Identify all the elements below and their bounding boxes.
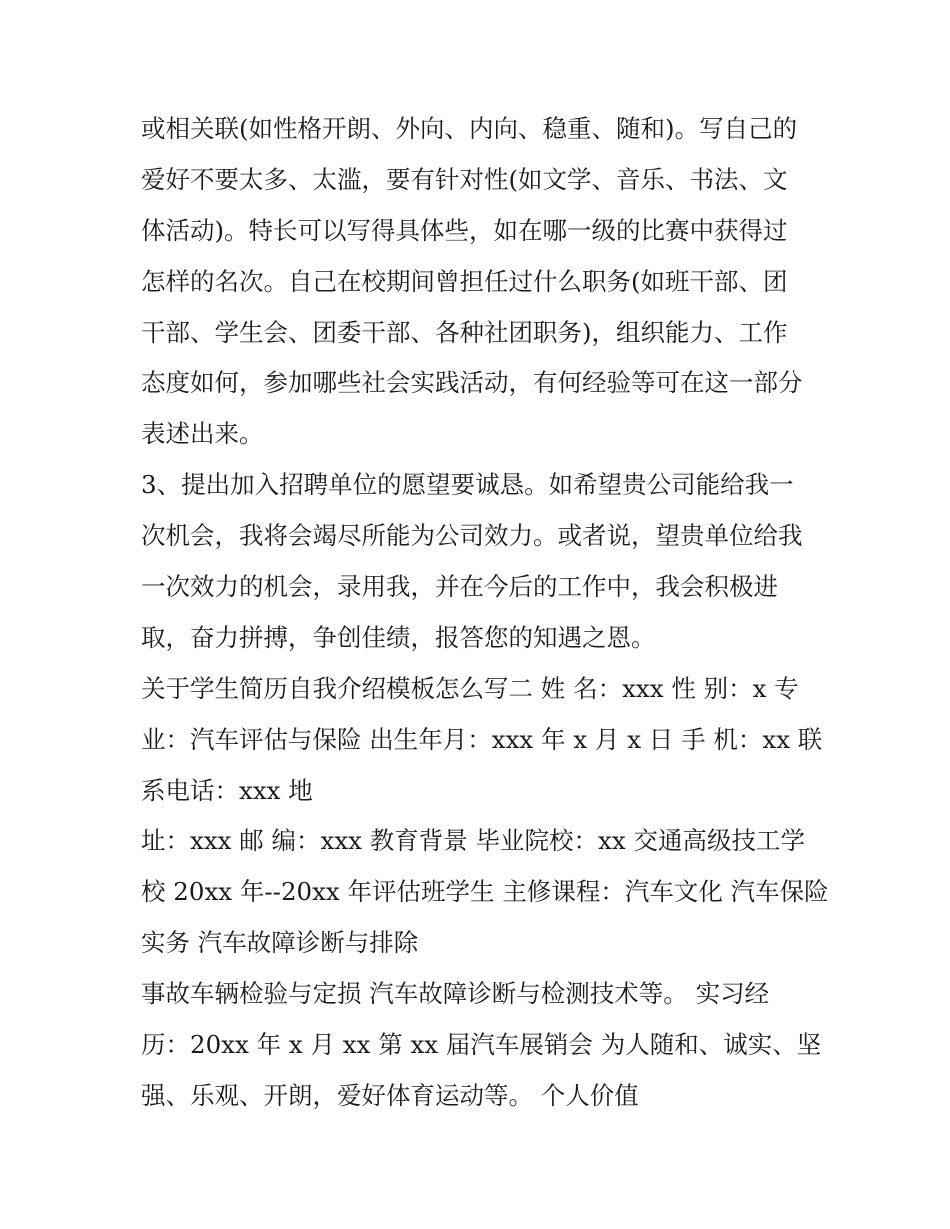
text-line: 校 20xx 年--20xx 年评估班学生 主修课程：汽车文化 汽车保险 <box>141 877 829 907</box>
text-line: 干部、学生会、团委干部、各种社团职务)，组织能力、工作 <box>141 317 788 347</box>
text-line: 系电话：xxx 地 <box>141 775 313 805</box>
text-line: 或相关联(如性格开朗、外向、内向、稳重、随和)。写自己的 <box>141 114 798 143</box>
text-line: 一次效力的机会，录用我，并在今后的工作中，我会积极进 <box>141 572 778 602</box>
text-line: 表述出来。 <box>141 419 264 449</box>
text-line: 态度如何，参加哪些社会实践活动，有何经验等可在这一部分 <box>141 368 803 398</box>
text-line: 爱好不要太多、太滥，要有针对性(如文学、音乐、书法、文 <box>141 164 788 194</box>
text-line: 怎样的名次。自己在校期间曾担任过什么职务(如班干部、团 <box>141 266 788 296</box>
text-line: 实务 汽车故障诊断与排除 <box>141 928 419 958</box>
text-line: 3、提出加入招聘单位的愿望要诚恳。如希望贵公司能给我一 <box>141 470 794 500</box>
text-line: 历：20xx 年 x 月 xx 第 xx 届汽车展销会 为人随和、诚实、坚 <box>141 1030 822 1060</box>
text-line: 关于学生简历自我介绍模板怎么写二 姓 名：xxx 性 别：x 专 <box>141 673 799 703</box>
body-text <box>141 104 829 1122</box>
text-line: 业：汽车评估与保险 出生年月：xxx 年 x 月 x 日 手 机：xx 联 <box>141 724 823 754</box>
text-line: 事故车辆检验与定损 汽车故障诊断与检测技术等。 实习经 <box>141 979 770 1009</box>
text-line: 体活动)。特长可以写得具体些，如在哪一级的比赛中获得过 <box>141 215 788 245</box>
text-line: 址：xxx 邮 编：xxx 教育背景 毕业院校：xx 交通高级技工学 <box>141 826 805 856</box>
text-line: 次机会，我将会竭尽所能为公司效力。或者说，望贵单位给我 <box>141 521 803 551</box>
text-line: 取，奋力拼搏，争创佳绩，报答您的知遇之恩。 <box>141 622 656 652</box>
text-line: 强、乐观、开朗，爱好体育运动等。 个人价值 <box>141 1080 639 1110</box>
